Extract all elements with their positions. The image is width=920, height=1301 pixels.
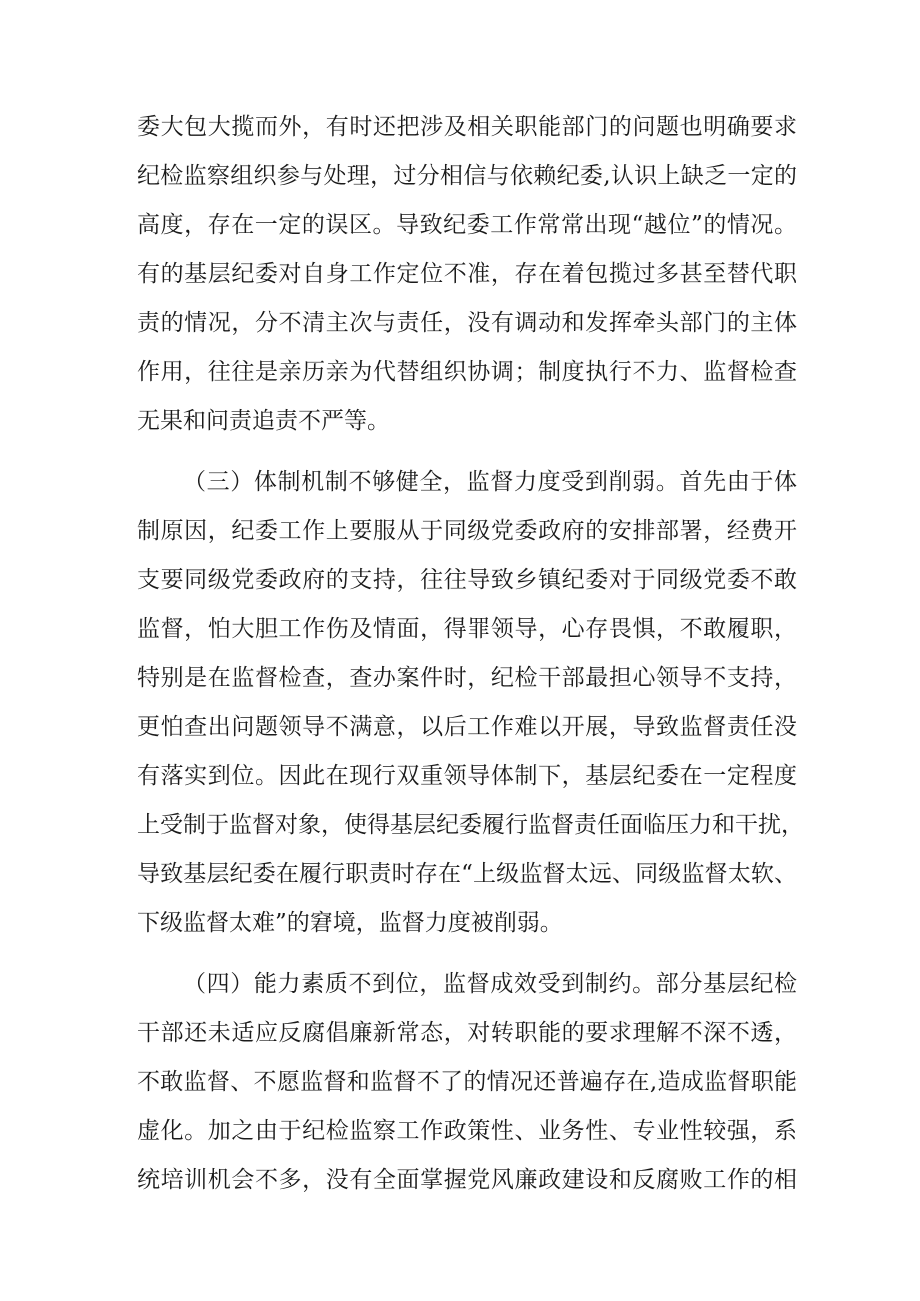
paragraph-3-line-4: 虚化。加之由于纪检监察工作政策性、业务性、专业性较强，系: [137, 1118, 797, 1144]
paragraph-2-line-1: （三）体制机制不够健全，监督力度受到削弱。首先由于体: [183, 469, 797, 495]
paragraph-1-line-5: 责的情况，分不清主次与责任，没有调动和发挥牵头部门的主体: [137, 310, 797, 336]
paragraph-2-line-5: 特别是在监督检查，查办案件时，纪检干部最担心领导不支持，: [137, 665, 797, 691]
paragraph-1-line-4: 有的基层纪委对自身工作定位不准，存在着包揽过多甚至替代职: [137, 261, 797, 287]
paragraph-2-line-2: 制原因，纪委工作上要服从于同级党委政府的安排部署，经费开: [137, 518, 797, 544]
paragraph-2-line-9: 导致基层纪委在履行职责时存在“上级监督太远、同级监督太软、: [137, 861, 797, 887]
paragraph-2-line-7: 有落实到位。因此在现行双重领导体制下，基层纪委在一定程度: [137, 763, 797, 789]
paragraph-3-line-1: （四）能力素质不到位，监督成效受到制约。部分基层纪检: [183, 971, 797, 997]
paragraph-2-line-4: 监督，怕大胆工作伤及情面，得罪领导，心存畏惧，不敢履职，: [137, 616, 797, 642]
paragraph-3-line-3: 不敢监督、不愿监督和监督不了的情况还普遍存在,造成监督职能: [137, 1069, 797, 1095]
paragraph-1-line-2: 纪检监察组织参与处理，过分相信与依赖纪委,认识上缺乏一定的: [137, 163, 797, 189]
paragraph-1-line-1: 委大包大揽而外，有时还把涉及相关职能部门的问题也明确要求: [137, 114, 797, 140]
paragraph-1-line-3: 高度，存在一定的误区。导致纪委工作常常出现“越位”的情况。: [137, 212, 797, 238]
paragraph-1-line-7: 无果和问责追责不严等。: [137, 408, 390, 434]
paragraph-2-line-3: 支要同级党委政府的支持，往往导致乡镇纪委对于同级党委不敢: [137, 567, 797, 593]
paragraph-3-line-5: 统培训机会不多，没有全面掌握党风廉政建设和反腐败工作的相: [137, 1167, 797, 1193]
paragraph-3-line-2: 干部还未适应反腐倡廉新常态，对转职能的要求理解不深不透，: [137, 1020, 797, 1046]
paragraph-2-line-10: 下级监督太难”的窘境，监督力度被削弱。: [137, 910, 563, 936]
paragraph-2-line-8: 上受制于监督对象，使得基层纪委履行监督责任面临压力和干扰，: [137, 812, 804, 838]
paragraph-1-line-6: 作用，往往是亲历亲为代替组织协调；制度执行不力、监督检查: [137, 359, 797, 385]
paragraph-2-line-6: 更怕查出问题领导不满意，以后工作难以开展，导致监督责任没: [137, 714, 797, 740]
